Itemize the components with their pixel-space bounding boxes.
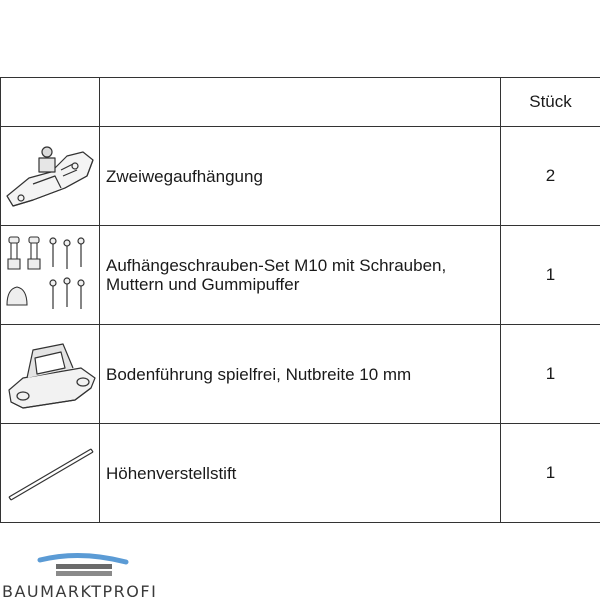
table-row [1, 226, 600, 325]
table-row [1, 127, 600, 226]
floor-guide-icon [3, 328, 98, 420]
height-pin-icon [3, 427, 98, 519]
item-quantity: 1 [501, 325, 600, 424]
table-row [1, 325, 600, 424]
header-quantity-cell: Stück [501, 78, 600, 127]
item-description: Zweiwegaufhängung [100, 127, 501, 226]
header-image-cell [1, 78, 100, 127]
item-description: Höhenverstellstift [100, 424, 501, 523]
item-image-cell [1, 226, 100, 325]
item-quantity: 2 [501, 127, 600, 226]
item-quantity: 1 [501, 424, 600, 523]
hanger-bracket-icon [3, 130, 98, 222]
item-image-cell [1, 127, 100, 226]
item-image-cell [1, 325, 100, 424]
screw-set-icon [3, 229, 98, 321]
item-description: Bodenführung spielfrei, Nutbreite 10 mm [100, 325, 501, 424]
table-header-row [1, 78, 600, 127]
item-image-cell [1, 424, 100, 523]
table-row [1, 424, 600, 523]
logo-text: BAUMARKTPROFI [2, 582, 157, 601]
item-quantity: 1 [501, 226, 600, 325]
item-description [100, 226, 501, 325]
item-description-line: Aufhängeschrauben-Set M10 mit Schrauben, [106, 256, 500, 275]
header-description-cell [100, 78, 501, 127]
parts-table [0, 77, 600, 523]
item-description-line: Muttern und Gummipuffer [106, 275, 500, 294]
